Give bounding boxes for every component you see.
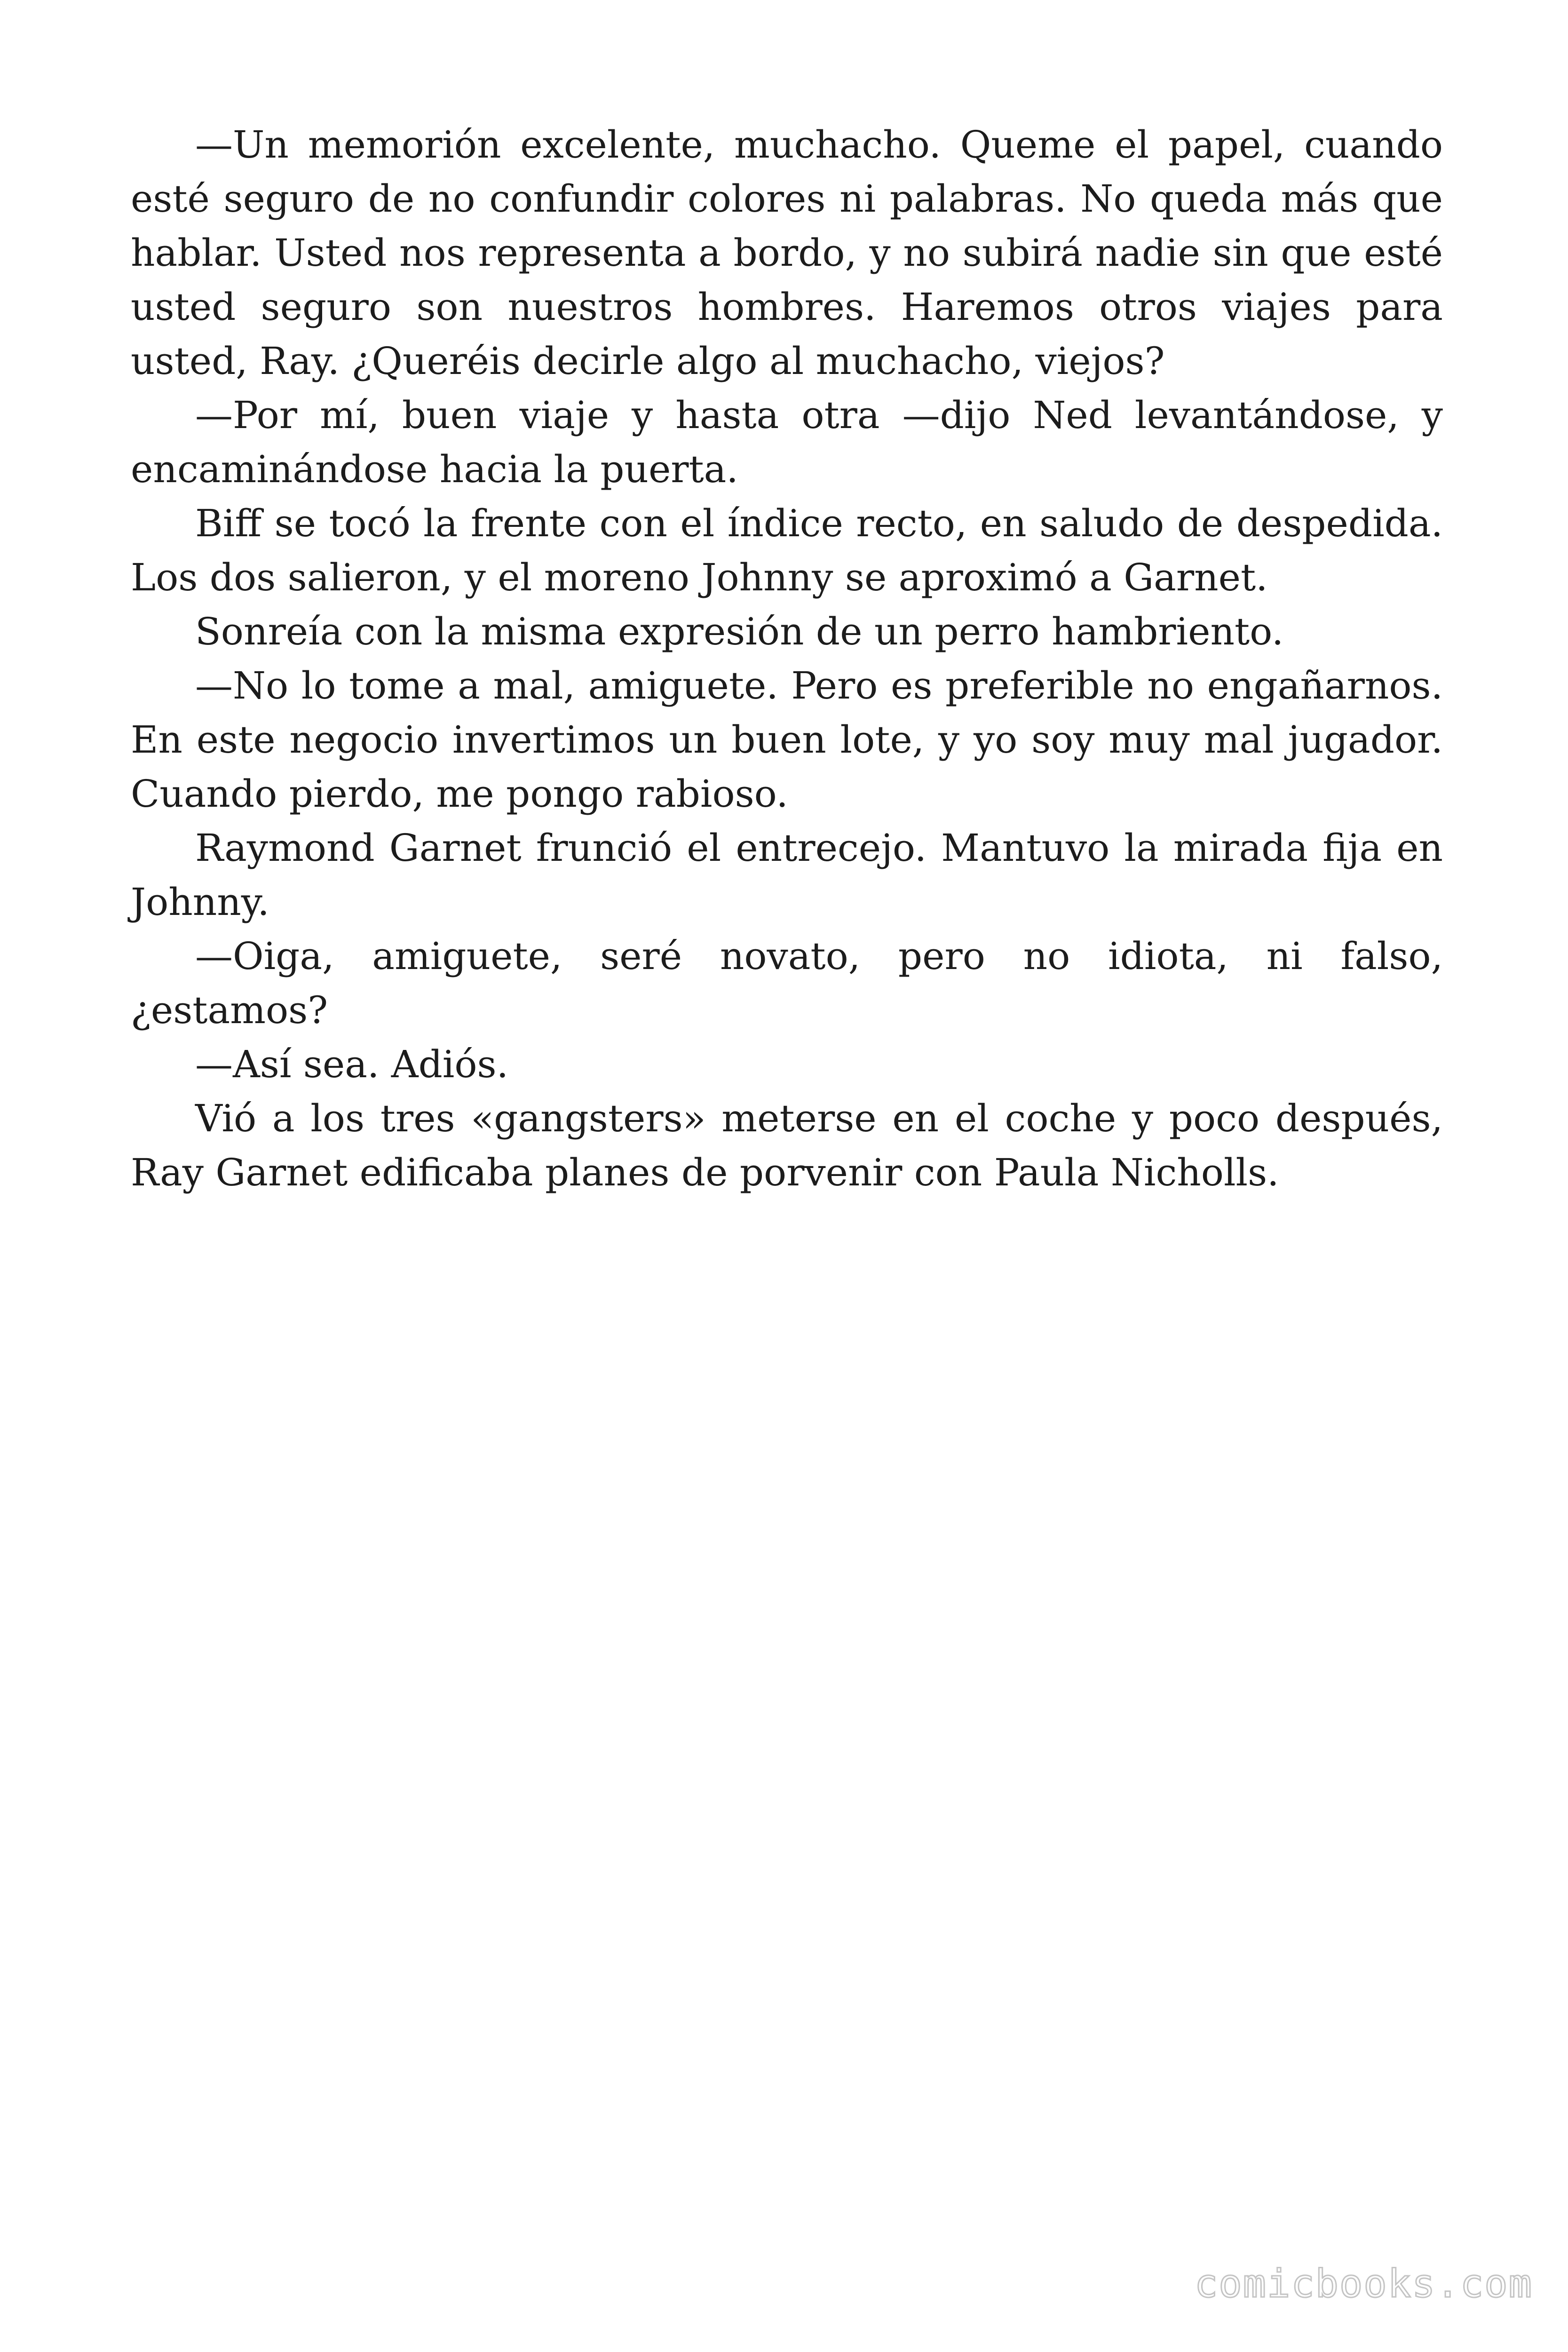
paragraph: —Por mí, buen viaje y hasta otra —dijo Ned levantándose, y encaminándose hacia la puerta. <box>131 393 1443 491</box>
watermark: comicbooks.com <box>1194 2262 1533 2306</box>
paragraph: —Oiga, amiguete, seré novato, pero no idiota, ni falso, ¿estamos? <box>131 934 1443 1032</box>
paragraph: Vió a los tres «gangsters» meterse en el coche y poco después, Ray Garnet edificaba planes de porvenir con Paula Nicholls. <box>131 1097 1443 1194</box>
body-text <box>131 118 1443 1200</box>
paragraph: Sonreía con la misma expresión de un perro hambriento. <box>195 610 1284 653</box>
paragraph: Biff se tocó la frente con el índice recto, en saludo de despedida. Los dos salieron, y el moreno Johnny se aproximó a Garnet. <box>131 501 1443 599</box>
paragraph: —Un memorión excelente, muchacho. Queme el papel, cuando esté seguro de no confundir colores ni palabras. No queda más que hablar. Usted nos representa a bordo, y no subirá nadie sin que esté usted seguro son nuestros hombres. Haremos otros viajes para usted, Ray. ¿Queréis decirle algo al muchacho, viejos? <box>131 123 1443 383</box>
paragraph: —No lo tome a mal, amiguete. Pero es preferible no engañarnos. En este negocio invertimos un buen lote, y yo soy muy mal jugador. Cuando pierdo, me pongo rabioso. <box>131 664 1443 816</box>
paragraph: Raymond Garnet frunció el entrecejo. Mantuvo la mirada fija en Johnny. <box>131 826 1443 924</box>
paragraph: —Así sea. Adiós. <box>195 1042 509 1086</box>
